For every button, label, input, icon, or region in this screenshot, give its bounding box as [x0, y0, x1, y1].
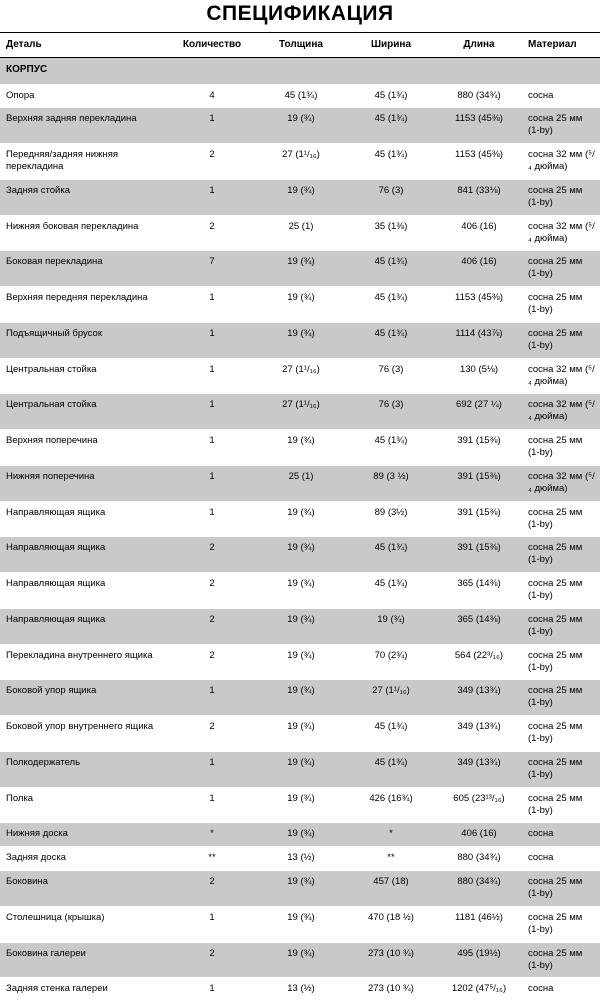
cell-part: Направляющая ящика [0, 608, 168, 644]
cell-length: 605 (23¹³/₁₆) [436, 787, 522, 823]
cell-part: Полкодержатель [0, 751, 168, 787]
cell-quantity: 4 [168, 84, 256, 108]
cell-length: 1153 (45⅜) [436, 108, 522, 144]
table-row [0, 751, 600, 787]
cell-part: Полка [0, 787, 168, 823]
cell-material: сосна 25 мм (1-by) [522, 108, 600, 144]
table-row [0, 430, 600, 466]
cell-width: 470 (18 ½) [346, 906, 436, 942]
cell-width: 45 (1¾) [346, 716, 436, 752]
cell-length: 406 (16) [436, 215, 522, 251]
cell-part: Направляющая ящика [0, 573, 168, 609]
cell-material: сосна 25 мм (1-by) [522, 906, 600, 942]
cell-material: сосна [522, 823, 600, 847]
table-row [0, 716, 600, 752]
cell-quantity: 2 [168, 644, 256, 680]
cell-material: сосна [522, 847, 600, 871]
cell-width: 89 (3 ½) [346, 465, 436, 501]
cell-material: сосна 25 мм (1-by) [522, 751, 600, 787]
cell-width: 45 (1¾) [346, 573, 436, 609]
cell-material: сосна 25 мм (1-by) [522, 537, 600, 573]
table-row [0, 871, 600, 907]
cell-part: Нижняя боковая перекладина [0, 215, 168, 251]
cell-quantity: 1 [168, 287, 256, 323]
cell-material: сосна 25 мм (1-by) [522, 608, 600, 644]
table-row [0, 84, 600, 108]
cell-thickness: 19 (¾) [256, 501, 346, 537]
cell-quantity: 2 [168, 573, 256, 609]
cell-quantity: 1 [168, 978, 256, 1002]
cell-length: 391 (15⅜) [436, 537, 522, 573]
cell-part: Боковая перекладина [0, 251, 168, 287]
cell-length: 1114 (43⅞) [436, 322, 522, 358]
cell-length: 130 (5⅛) [436, 358, 522, 394]
table-row [0, 942, 600, 978]
cell-quantity: 2 [168, 537, 256, 573]
cell-width: * [346, 823, 436, 847]
cell-quantity: 1 [168, 394, 256, 430]
cell-length: 1153 (45⅜) [436, 287, 522, 323]
cell-material: сосна 25 мм (1-by) [522, 942, 600, 978]
column-header-part: Деталь [0, 33, 168, 58]
cell-width: 457 (18) [346, 871, 436, 907]
cell-part: Нижняя поперечина [0, 465, 168, 501]
cell-length: 365 (14⅜) [436, 573, 522, 609]
cell-thickness: 19 (¾) [256, 608, 346, 644]
cell-thickness: 19 (¾) [256, 430, 346, 466]
table-row [0, 906, 600, 942]
table-row [0, 322, 600, 358]
cell-width: 35 (1⅜) [346, 215, 436, 251]
cell-material: сосна 25 мм (1-by) [522, 287, 600, 323]
cell-length: 391 (15⅜) [436, 501, 522, 537]
table-row [0, 144, 600, 180]
cell-length: 391 (15⅜) [436, 430, 522, 466]
cell-part: Опора [0, 84, 168, 108]
cell-material: сосна 32 мм (⁵/₄ дюйма) [522, 394, 600, 430]
cell-material: сосна 25 мм (1-by) [522, 322, 600, 358]
table-section-row [0, 58, 600, 85]
table-row [0, 465, 600, 501]
cell-length: 349 (13¾) [436, 680, 522, 716]
cell-material: сосна [522, 84, 600, 108]
table-header [0, 33, 600, 58]
cell-width: 76 (3) [346, 179, 436, 215]
cell-width: 45 (1¾) [346, 144, 436, 180]
table-row [0, 394, 600, 430]
cell-width: 45 (1¾) [346, 322, 436, 358]
cell-part: Перекладина внутреннего ящика [0, 644, 168, 680]
cell-quantity: 1 [168, 108, 256, 144]
table-row [0, 608, 600, 644]
cell-length: 391 (15⅜) [436, 465, 522, 501]
cell-width: 89 (3½) [346, 501, 436, 537]
cell-quantity: 2 [168, 144, 256, 180]
cell-part: Подъящичный брусок [0, 322, 168, 358]
cell-length: 692 (27 ¼) [436, 394, 522, 430]
cell-width: 273 (10 ¾) [346, 942, 436, 978]
cell-thickness: 19 (¾) [256, 573, 346, 609]
cell-quantity: 1 [168, 906, 256, 942]
cell-length: 1202 (47⁵/₁₆) [436, 978, 522, 1002]
table-row [0, 787, 600, 823]
cell-material: сосна 32 мм (⁵/₄ дюйма) [522, 215, 600, 251]
cell-width: 45 (1¾) [346, 537, 436, 573]
specification-table [0, 32, 600, 1002]
cell-width: ** [346, 847, 436, 871]
cell-thickness: 13 (½) [256, 847, 346, 871]
cell-length: 880 (34¾) [436, 84, 522, 108]
table-row [0, 108, 600, 144]
cell-thickness: 19 (¾) [256, 179, 346, 215]
cell-material: сосна 25 мм (1-by) [522, 871, 600, 907]
cell-part: Боковой упор ящика [0, 680, 168, 716]
cell-part: Задняя доска [0, 847, 168, 871]
cell-length: 880 (34¾) [436, 871, 522, 907]
cell-length: 564 (22³/₁₆) [436, 644, 522, 680]
cell-quantity: 2 [168, 716, 256, 752]
column-header-material: Материал [522, 33, 600, 58]
cell-material: сосна 25 мм (1-by) [522, 680, 600, 716]
cell-length: 406 (16) [436, 823, 522, 847]
table-row [0, 358, 600, 394]
cell-thickness: 27 (1¹/₁₆) [256, 358, 346, 394]
cell-thickness: 27 (1¹/₁₆) [256, 144, 346, 180]
cell-quantity: 2 [168, 871, 256, 907]
cell-part: Верхняя поперечина [0, 430, 168, 466]
cell-length: 495 (19½) [436, 942, 522, 978]
cell-length: 406 (16) [436, 251, 522, 287]
cell-width: 19 (¾) [346, 608, 436, 644]
cell-thickness: 25 (1) [256, 465, 346, 501]
cell-quantity: 2 [168, 942, 256, 978]
cell-part: Задняя стойка [0, 179, 168, 215]
column-header-width: Ширина [346, 33, 436, 58]
cell-material: сосна 25 мм (1-by) [522, 787, 600, 823]
table-row [0, 215, 600, 251]
cell-material: сосна [522, 978, 600, 1002]
table-row [0, 978, 600, 1002]
cell-width: 76 (3) [346, 394, 436, 430]
cell-width: 273 (10 ¾) [346, 978, 436, 1002]
cell-part: Центральная стойка [0, 394, 168, 430]
table-row [0, 251, 600, 287]
cell-width: 70 (2¾) [346, 644, 436, 680]
cell-part: Боковина [0, 871, 168, 907]
cell-quantity: 1 [168, 430, 256, 466]
cell-thickness: 27 (1¹/₁₆) [256, 394, 346, 430]
cell-part: Центральная стойка [0, 358, 168, 394]
cell-thickness: 25 (1) [256, 215, 346, 251]
cell-quantity: 1 [168, 179, 256, 215]
cell-quantity: 1 [168, 787, 256, 823]
section-label: КОРПУС [0, 58, 600, 85]
cell-thickness: 45 (1¾) [256, 84, 346, 108]
cell-thickness: 19 (¾) [256, 537, 346, 573]
column-header-length: Длина [436, 33, 522, 58]
column-header-thickness: Толщина [256, 33, 346, 58]
cell-width: 426 (16¾) [346, 787, 436, 823]
cell-thickness: 19 (¾) [256, 823, 346, 847]
cell-width: 27 (1¹/₁₆) [346, 680, 436, 716]
cell-length: 1181 (46½) [436, 906, 522, 942]
cell-part: Боковина галереи [0, 942, 168, 978]
table-row [0, 644, 600, 680]
table-header-row [0, 33, 600, 58]
cell-thickness: 13 (½) [256, 978, 346, 1002]
cell-part: Передняя/задняя нижняя перекладина [0, 144, 168, 180]
cell-length: 349 (13¾) [436, 751, 522, 787]
cell-thickness: 19 (¾) [256, 287, 346, 323]
cell-part: Верхняя задняя перекладина [0, 108, 168, 144]
cell-quantity: 1 [168, 358, 256, 394]
cell-material: сосна 25 мм (1-by) [522, 573, 600, 609]
cell-quantity: 7 [168, 251, 256, 287]
cell-part: Нижняя доска [0, 823, 168, 847]
cell-width: 45 (1¾) [346, 251, 436, 287]
cell-thickness: 19 (¾) [256, 680, 346, 716]
cell-thickness: 19 (¾) [256, 322, 346, 358]
cell-length: 365 (14⅜) [436, 608, 522, 644]
cell-width: 76 (3) [346, 358, 436, 394]
cell-length: 841 (33⅛) [436, 179, 522, 215]
column-header-quantity: Количество [168, 33, 256, 58]
cell-material: сосна 25 мм (1-by) [522, 716, 600, 752]
cell-thickness: 19 (¾) [256, 942, 346, 978]
cell-quantity: 1 [168, 751, 256, 787]
table-row [0, 680, 600, 716]
cell-material: сосна 32 мм (⁵/₄ дюйма) [522, 465, 600, 501]
cell-material: сосна 25 мм (1-by) [522, 430, 600, 466]
cell-part: Боковой упор внутреннего ящика [0, 716, 168, 752]
cell-quantity: * [168, 823, 256, 847]
cell-part: Верхняя передняя перекладина [0, 287, 168, 323]
cell-quantity: 2 [168, 608, 256, 644]
cell-part: Направляющая ящика [0, 501, 168, 537]
cell-width: 45 (1¾) [346, 430, 436, 466]
cell-thickness: 19 (¾) [256, 251, 346, 287]
cell-quantity: 1 [168, 680, 256, 716]
cell-quantity: ** [168, 847, 256, 871]
cell-length: 1153 (45⅜) [436, 144, 522, 180]
page-title: СПЕЦИФИКАЦИЯ [206, 2, 394, 25]
cell-quantity: 1 [168, 501, 256, 537]
cell-thickness: 19 (¾) [256, 751, 346, 787]
table-row [0, 847, 600, 871]
table-row [0, 287, 600, 323]
cell-part: Задняя стенка галереи [0, 978, 168, 1002]
cell-thickness: 19 (¾) [256, 108, 346, 144]
cell-width: 45 (1¾) [346, 287, 436, 323]
cell-quantity: 1 [168, 322, 256, 358]
cell-material: сосна 32 мм (⁵/₄ дюйма) [522, 358, 600, 394]
table-row [0, 501, 600, 537]
cell-width: 45 (1¾) [346, 84, 436, 108]
cell-material: сосна 32 мм (⁵/₄ дюйма) [522, 144, 600, 180]
cell-thickness: 19 (¾) [256, 716, 346, 752]
cell-quantity: 1 [168, 465, 256, 501]
cell-material: сосна 25 мм (1-by) [522, 501, 600, 537]
table-row [0, 823, 600, 847]
table-body [0, 58, 600, 1002]
cell-material: сосна 25 мм (1-by) [522, 251, 600, 287]
cell-thickness: 19 (¾) [256, 644, 346, 680]
cell-width: 45 (1¾) [346, 108, 436, 144]
cell-thickness: 19 (¾) [256, 871, 346, 907]
cell-thickness: 19 (¾) [256, 787, 346, 823]
table-row [0, 179, 600, 215]
cell-length: 880 (34¾) [436, 847, 522, 871]
table-row [0, 537, 600, 573]
cell-length: 349 (13¾) [436, 716, 522, 752]
cell-material: сосна 25 мм (1-by) [522, 179, 600, 215]
cell-material: сосна 25 мм (1-by) [522, 644, 600, 680]
cell-part: Направляющая ящика [0, 537, 168, 573]
cell-part: Столешница (крышка) [0, 906, 168, 942]
cell-quantity: 2 [168, 215, 256, 251]
cell-width: 45 (1¾) [346, 751, 436, 787]
cell-thickness: 19 (¾) [256, 906, 346, 942]
table-row [0, 573, 600, 609]
